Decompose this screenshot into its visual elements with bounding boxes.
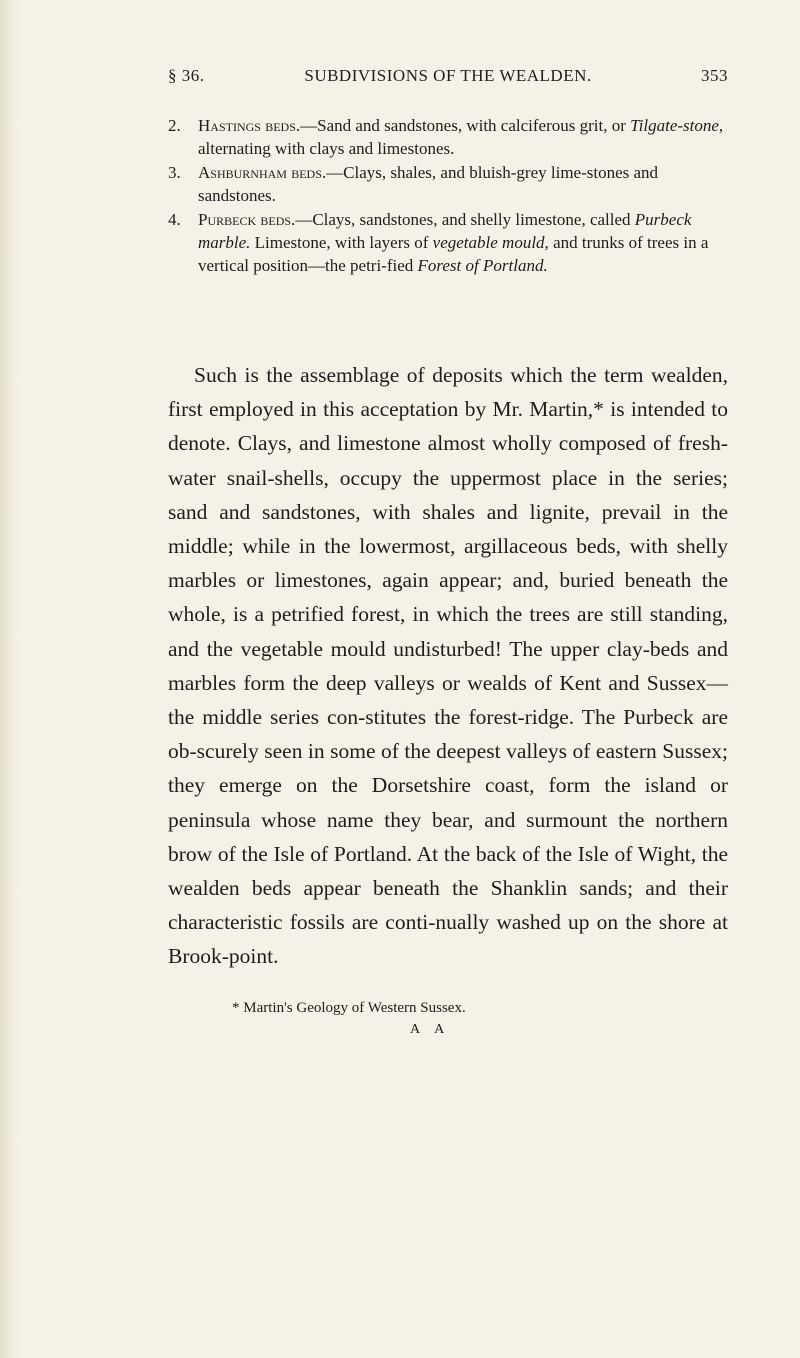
running-header [168, 66, 728, 90]
list-item-text: —Sand and sandstones, with calciferous grit, or [300, 116, 631, 135]
page-title: SUBDIVISIONS OF THE WEALDEN. [304, 66, 592, 85]
list-item-number: 4. [168, 210, 181, 229]
list-item [168, 208, 736, 277]
list-item [168, 161, 736, 207]
list-item-name: Hastings beds. [198, 116, 301, 135]
footnote: * Martin's Geology of Western Sussex. [232, 1000, 466, 1016]
list-item-italic: Purbeck marble. [198, 210, 692, 252]
list-item-name: Purbeck beds. [198, 210, 296, 229]
list-item-text: , alternating with clays and limestones. [198, 116, 724, 158]
section-number: § 36. [168, 66, 205, 85]
list-item-text: and trunks of trees in a vertical position—the petri-fied [198, 233, 709, 275]
list-item-number: 3. [168, 163, 181, 182]
list-item [168, 114, 736, 160]
signature-mark: A A [410, 1022, 451, 1037]
page-number: 353 [701, 66, 728, 85]
list-item-text: Limestone, with layers of [250, 233, 433, 252]
list-item-italic: vegetable mould, [432, 233, 549, 252]
list-item-number: 2. [168, 116, 181, 135]
list-item-name: Ashburnham beds. [198, 163, 327, 182]
list-item-text: —Clays, sandstones, and shelly limestone, called [295, 210, 635, 229]
list-item-text: —Clays, shales, and bluish-grey lime-stones and sandstones. [198, 163, 659, 205]
page-edge-shadow [0, 0, 18, 1358]
strata-list [168, 114, 736, 278]
list-item-italic: Forest of Portland. [417, 256, 548, 275]
list-item-italic: Tilgate-stone [630, 116, 719, 135]
paragraph-text: Such is the assemblage of deposits which the term wealden, first employed in this acceptation by Mr. Martin,* is intended to denote. Clays, and limestone almost wholly composed of fresh-water snail-shells, occupy the uppermost place in the series; sand and sandstones, with shales and lignite, prevail in the middle; while in the lowermost, argillaceous beds, with shelly marbles or limestones, again appear; and, buried beneath the whole, is a petrified forest, in which the trees are still standing, and the vegetable mould undisturbed! The upper clay-beds and marbles form the deep valleys or wealds of Kent and Sussex—the middle series con-stitutes the forest-ridge. The Purbeck are ob-scurely seen in some of the deepest valleys of eastern Sussex; they emerge on the Dorsetshire coast, form the island or peninsula whose name they bear, and surmount the northern brow of the Isle of Portland. At the back of the Isle of Wight, the wealden beds appear beneath the Shanklin sands; and their characteristic fossils are conti-nually washed up on the shore at Brook-point. [168, 363, 728, 969]
body-paragraph [168, 358, 728, 974]
